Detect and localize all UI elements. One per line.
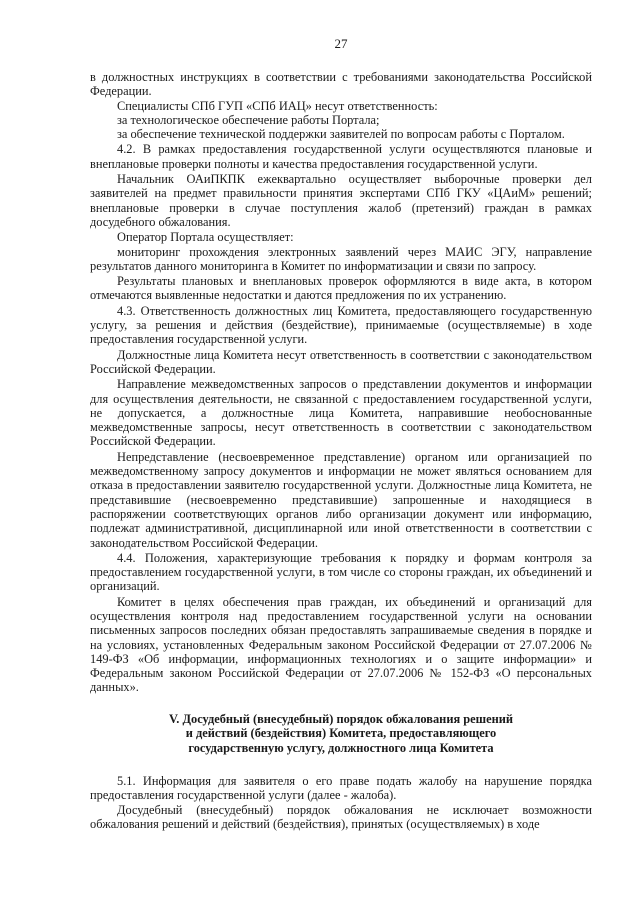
body-text-after-heading [90,774,592,832]
section-heading-line: V. Досудебный (внесудебный) порядок обжалования решений [168,711,514,726]
paragraph: мониторинг прохождения электронных заявлений через МАИС ЭГУ, направление результатов данного мониторинга в Комитет по информатизации и связи по запросу. [90,244,592,273]
paragraph: за технологическое обеспечение работы Портала; [117,112,380,127]
paragraph: Направление межведомственных запросов о представлении документов и информации для осуществления деятельности, не связанной с предоставлением государственной услуги, не допускается, а должностные лица Комитета, направившие необоснованные межведомственные запросы, несут ответственность в соответствии с законодательством Российской Федерации. [90,377,592,449]
paragraph: за обеспечение технической поддержки заявителей по вопросам работы с Порталом. [117,127,565,142]
paragraph: Комитет в целях обеспечения прав граждан, их объединений и организаций для осуществления контроля над предоставлением государственной услуги на основании письменных запросов последних обязан предоставлять запрашиваемые сведения в порядке и на условиях, установленных Федеральным законом Российской Федерации от 27.07.2006 № 149-ФЗ «Об информации, информационных технологиях и о защите информации» и Федеральным законом Российской Федерации от 27.07.2006 № 152-ФЗ «О персональных данных». [90,594,592,695]
section-heading [90,712,592,756]
paragraph: Результаты плановых и внеплановых проверок оформляются в виде акта, в котором отмечаются выявленные недостатки и даются предложения по их устранению. [90,274,592,303]
paragraph: 4.4. Положения, характеризующие требования к порядку и формам контроля за предоставлением государственной услуги, в том числе со стороны граждан, их объединений и организаций. [90,550,592,594]
section-heading-line: государственную услугу, должностного лица Комитета [188,740,494,755]
paragraph: в должностных инструкциях в соответствии с требованиями законодательства Российской Федерации. [90,70,592,99]
paragraph: 4.3. Ответственность должностных лиц Комитета, предоставляющего государственную услугу, за решения и действия (бездействие), принимаемые (осуществляемые) в ходе предоставления государственной услуги. [90,303,592,347]
paragraph: Начальник ОАиПКПК ежеквартально осуществляет выборочные проверки дел заявителей на предмет правильности принятия экспертами СПб ГКУ «ЦАиМ» решений; внеплановые проверки в случае поступления жалоб (претензий) граждан в рамках досудебного обжалования. [90,172,592,229]
paragraph: 5.1. Информация для заявителя о его праве подать жалобу на нарушение порядка предоставления государственной услуги (далее - жалоба). [90,773,592,802]
page-number: 27 [334,36,348,51]
body-text-before-heading [90,70,592,695]
paragraph: 4.2. В рамках предоставления государственной услуги осуществляются плановые и внеплановые проверки полноты и качества предоставления государственной услуги. [90,142,592,171]
paragraph: Специалисты СПб ГУП «СПб ИАЦ» несут ответственность: [117,98,438,113]
paragraph: Непредставление (несвоевременное представление) органом или организацией по межведомственному запросу документов и информации не может являться основанием для отказа в предоставлении заявителю государственной услуги. Должностные лица Комитета, не представившие (несвоевременно представившие) запрошенные и находящиеся в распоряжении соответствующих органов либо организации документ или информацию, подлежат административной, дисциплинарной или иной ответственности в соответствии с законодательством Российской Федерации. [90,449,592,550]
paragraph: Оператор Портала осуществляет: [117,230,294,245]
section-heading-line: и действий (бездействия) Комитета, предоставляющего [185,726,497,741]
paragraph: Досудебный (внесудебный) порядок обжалования не исключает возможности обжалования решений и действий (бездействия), принятых (осуществляемых) в ходе [90,803,592,832]
paragraph: Должностные лица Комитета несут ответственность в соответствии с законодательством Российской Федерации. [90,347,592,376]
